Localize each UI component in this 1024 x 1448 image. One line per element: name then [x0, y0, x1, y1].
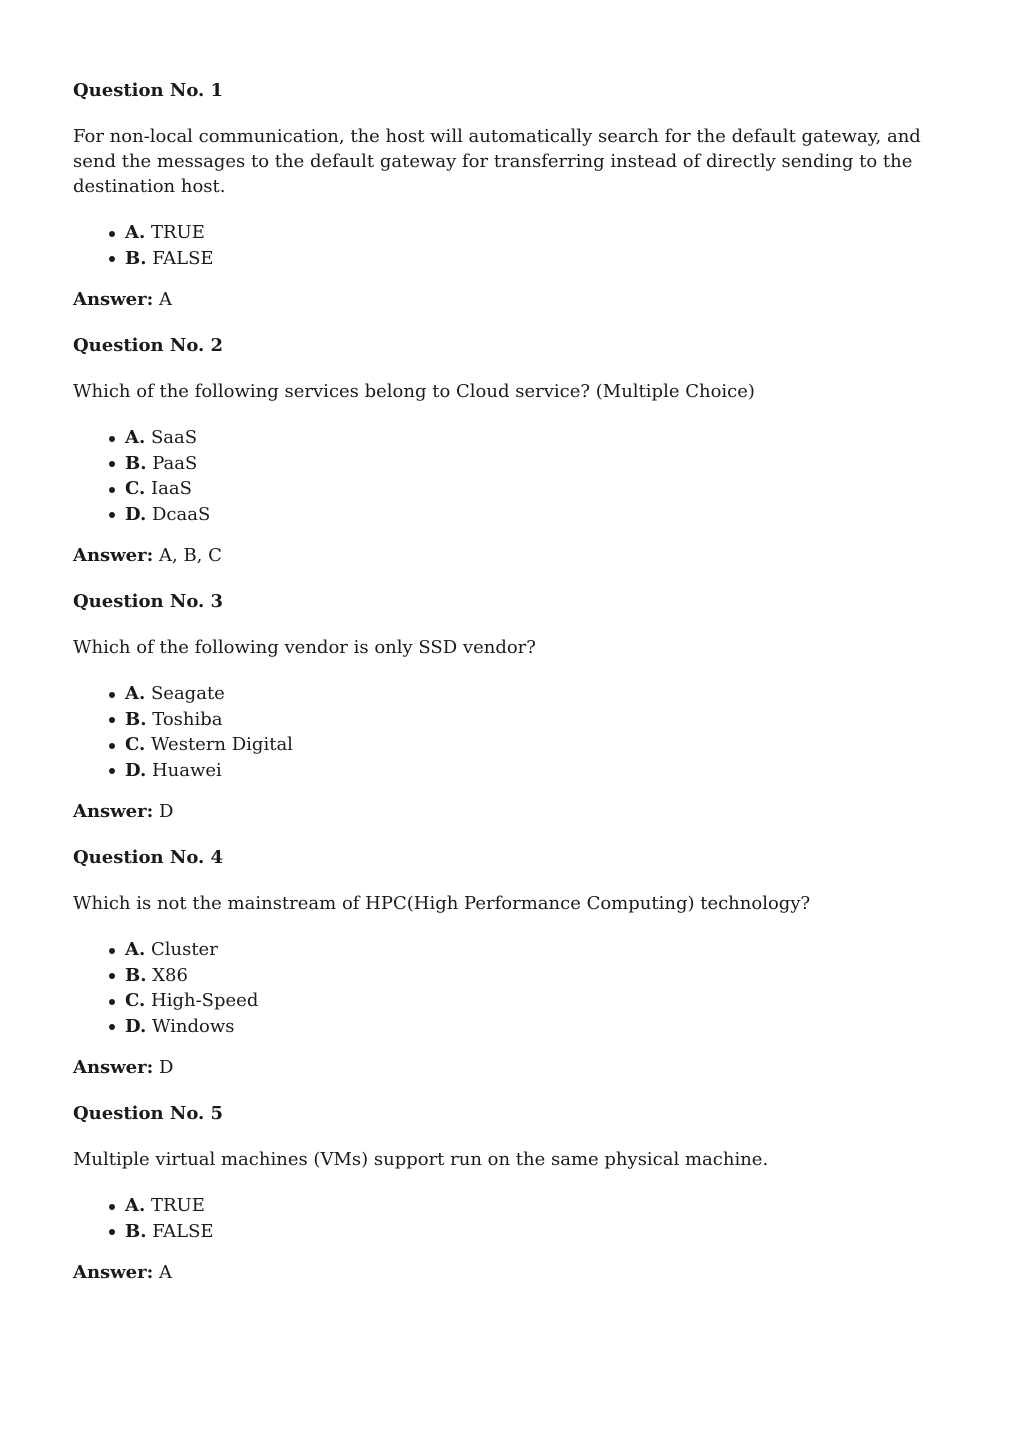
answer-value: D	[159, 801, 174, 822]
option-letter: C.	[125, 734, 146, 755]
question-title: Question No. 1	[73, 80, 224, 101]
option-letter: A.	[125, 1195, 146, 1216]
answer-line	[73, 799, 953, 824]
option-item	[125, 1219, 953, 1245]
answer-label: Answer:	[73, 289, 154, 310]
option-item	[125, 758, 953, 784]
option-list	[73, 1193, 953, 1244]
option-text: IaaS	[151, 478, 192, 499]
option-list	[73, 425, 953, 527]
option-item	[125, 451, 953, 477]
question-text: Which of the following services belong to Cloud service? (Multiple Choice)	[73, 381, 755, 402]
option-text: Windows	[151, 1015, 235, 1037]
question-title: Question No. 3	[73, 591, 224, 612]
option-text: Toshiba	[152, 708, 223, 730]
option-text: SaaS	[150, 427, 198, 448]
option-item	[125, 425, 953, 451]
option-letter: C.	[125, 990, 146, 1011]
option-letter: D.	[125, 1015, 147, 1037]
option-list	[73, 937, 953, 1039]
answer-line	[73, 287, 953, 312]
answer-value: A, B, C	[159, 545, 222, 566]
answer-line	[73, 1055, 953, 1080]
question-block	[73, 333, 953, 568]
option-item	[125, 220, 953, 246]
option-item	[125, 681, 953, 707]
option-text: Western Digital	[151, 734, 293, 755]
option-item	[125, 476, 953, 502]
answer-value: A	[159, 1262, 172, 1283]
question-text: Multiple virtual machines (VMs) support run on the same physical machine.	[73, 1149, 769, 1170]
option-item	[125, 707, 953, 733]
question-text: Which is not the mainstream of HPC(High Performance Computing) technology?	[73, 893, 811, 914]
answer-label: Answer:	[73, 1262, 154, 1283]
option-list	[73, 220, 953, 271]
option-text: Seagate	[150, 683, 225, 704]
option-text: PaaS	[152, 452, 198, 474]
option-item	[125, 988, 953, 1014]
option-item	[125, 502, 953, 528]
option-letter: B.	[125, 708, 147, 730]
question-text: For non-local communication, the host will automatically search for the default gateway, and send the messages to the default gateway for transferring instead of directly sending to the destination host.	[73, 126, 921, 197]
option-text: High-Speed	[151, 990, 259, 1011]
option-letter: B.	[125, 1220, 147, 1242]
option-text: Huawei	[151, 759, 222, 781]
answer-line	[73, 543, 953, 568]
option-text: FALSE	[152, 247, 214, 269]
option-letter: D.	[125, 759, 147, 781]
option-text: TRUE	[150, 1195, 205, 1216]
option-text: X86	[152, 964, 188, 986]
question-block	[73, 589, 953, 824]
option-text: DcaaS	[151, 503, 211, 525]
option-item	[125, 937, 953, 963]
question-title: Question No. 5	[73, 1103, 224, 1124]
option-item	[125, 246, 953, 272]
option-item	[125, 1014, 953, 1040]
option-text: TRUE	[150, 222, 205, 243]
option-list	[73, 681, 953, 783]
answer-value: D	[159, 1057, 174, 1078]
option-item	[125, 963, 953, 989]
answer-value: A	[159, 289, 172, 310]
question-block	[73, 78, 953, 312]
option-item	[125, 732, 953, 758]
answer-label: Answer:	[73, 545, 154, 566]
question-block	[73, 1101, 953, 1285]
answer-label: Answer:	[73, 801, 154, 822]
question-title: Question No. 4	[73, 847, 224, 868]
option-text: FALSE	[152, 1220, 214, 1242]
option-text: Cluster	[150, 939, 218, 960]
question-block	[73, 845, 953, 1080]
option-letter: B.	[125, 964, 147, 986]
option-letter: C.	[125, 478, 146, 499]
option-letter: D.	[125, 503, 147, 525]
option-letter: B.	[125, 247, 147, 269]
option-letter: A.	[125, 427, 146, 448]
option-letter: A.	[125, 222, 146, 243]
question-title: Question No. 2	[73, 335, 224, 356]
answer-label: Answer:	[73, 1057, 154, 1078]
answer-line	[73, 1260, 953, 1285]
option-letter: A.	[125, 683, 146, 704]
option-item	[125, 1193, 953, 1219]
question-text: Which of the following vendor is only SSD vendor?	[73, 637, 536, 658]
option-letter: B.	[125, 452, 147, 474]
document-page	[73, 78, 953, 1306]
option-letter: A.	[125, 939, 146, 960]
